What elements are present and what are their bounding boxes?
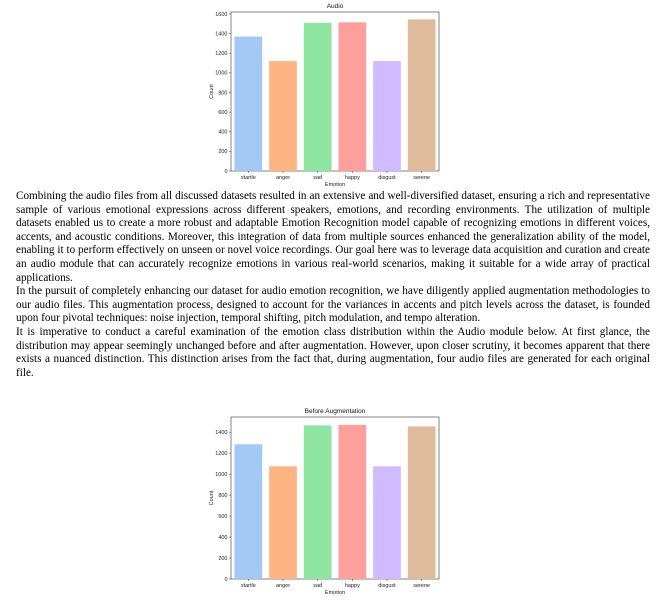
plot-frame xyxy=(231,12,439,171)
y-tick-label: 400 xyxy=(218,129,228,136)
y-tick-label: 0 xyxy=(224,168,228,175)
y-tick-label: 1600 xyxy=(215,11,228,18)
y-tick-label: 800 xyxy=(218,492,228,499)
y-tick-label: 1200 xyxy=(215,51,228,58)
bar-startle xyxy=(234,444,262,579)
before-augmentation-chart xyxy=(200,405,440,600)
y-tick-label: 1400 xyxy=(215,31,228,38)
paragraph-3: It is imperative to conduct a careful examination of the emotion class distribution within the Audio module below. At first glance, the distribution may appear seemingly unchanged before and after augmentation. However, upon closer scrutiny, it becomes apparent that there exists a nuanced distinction. This distinction arises from the fact that, during augmentation, four audio files are generated for each original file. xyxy=(16,325,650,379)
y-tick-label: 1000 xyxy=(215,471,228,478)
x-tick-label: anger xyxy=(275,175,291,181)
y-tick-label: 1200 xyxy=(215,450,228,457)
bar-startle xyxy=(234,37,262,171)
chart-title: Audio xyxy=(326,3,344,10)
bar-disgust xyxy=(373,466,401,579)
x-tick-label: sad xyxy=(313,175,323,181)
audio-chart xyxy=(200,0,440,190)
y-tick-label: 0 xyxy=(224,576,228,583)
x-tick-label: serene xyxy=(413,583,431,589)
chart-title: Before Augmentation xyxy=(304,408,366,415)
bar-serene xyxy=(408,19,436,171)
bar-happy xyxy=(338,425,366,579)
body-text xyxy=(16,190,650,380)
paragraph-2: In the pursuit of completely enhancing our dataset for audio emotion recognition, we have diligently applied augmentation methodologies to our audio files. This augmentation process, designed to account for the variances in accents and pitch levels across the dataset, is founded upon four pivotal techniques: noise injection, temporal shifting, pitch modulation, and tempo alteration. xyxy=(16,285,650,325)
y-tick-label: 400 xyxy=(218,534,228,541)
bar-serene xyxy=(408,426,436,579)
audio-chart-svg xyxy=(200,0,440,190)
y-tick-label: 800 xyxy=(218,90,228,97)
y-tick-label: 1000 xyxy=(215,70,228,77)
paragraph-1: Combining the audio files from all discussed datasets resulted in an extensive and well-diversified dataset, ensuring a rich and representative sample of various emotional expressions across different speakers, emotions, and recording environments. The utilization of multiple datasets enabled us to create a more robust and adaptable Emotion Recognition model capable of recognizing emotions in different voices, accents, and acoustic conditions. Moreover, this integration of data from multiple sources enhanced the generalization ability of the model, enabling it to perform effectively on unseen or novel voice recordings. Our goal here was to leverage data acquisition and curation and create an audio module that can accurately recognize emotions in various real-world scenarios, making it suitable for a wide array of practical applications. xyxy=(16,190,650,284)
bar-anger xyxy=(269,61,297,171)
bar-happy xyxy=(338,22,366,171)
bar-sad xyxy=(304,425,332,579)
before-augmentation-chart-svg xyxy=(200,405,440,600)
y-axis-label: Count xyxy=(209,490,215,506)
x-tick-label: disgust xyxy=(378,175,396,181)
y-axis-label: Count xyxy=(209,84,215,99)
x-tick-label: sad xyxy=(313,583,323,589)
x-tick-label: startle xyxy=(240,175,256,181)
x-tick-label: disgust xyxy=(378,583,396,589)
bar-disgust xyxy=(373,61,401,171)
bar-anger xyxy=(269,466,297,579)
x-axis-label: Emotion xyxy=(324,182,346,188)
plot-frame xyxy=(231,417,439,579)
x-tick-label: happy xyxy=(344,583,360,589)
y-tick-label: 200 xyxy=(218,555,228,562)
y-tick-label: 600 xyxy=(218,513,228,520)
x-tick-label: happy xyxy=(344,175,360,181)
y-tick-label: 1400 xyxy=(215,430,228,437)
y-tick-label: 200 xyxy=(218,149,228,156)
bar-sad xyxy=(304,23,332,171)
x-tick-label: anger xyxy=(275,583,291,589)
x-tick-label: startle xyxy=(240,583,256,589)
x-tick-label: serene xyxy=(413,175,431,181)
x-axis-label: Emotion xyxy=(324,590,346,596)
y-tick-label: 600 xyxy=(218,109,228,116)
